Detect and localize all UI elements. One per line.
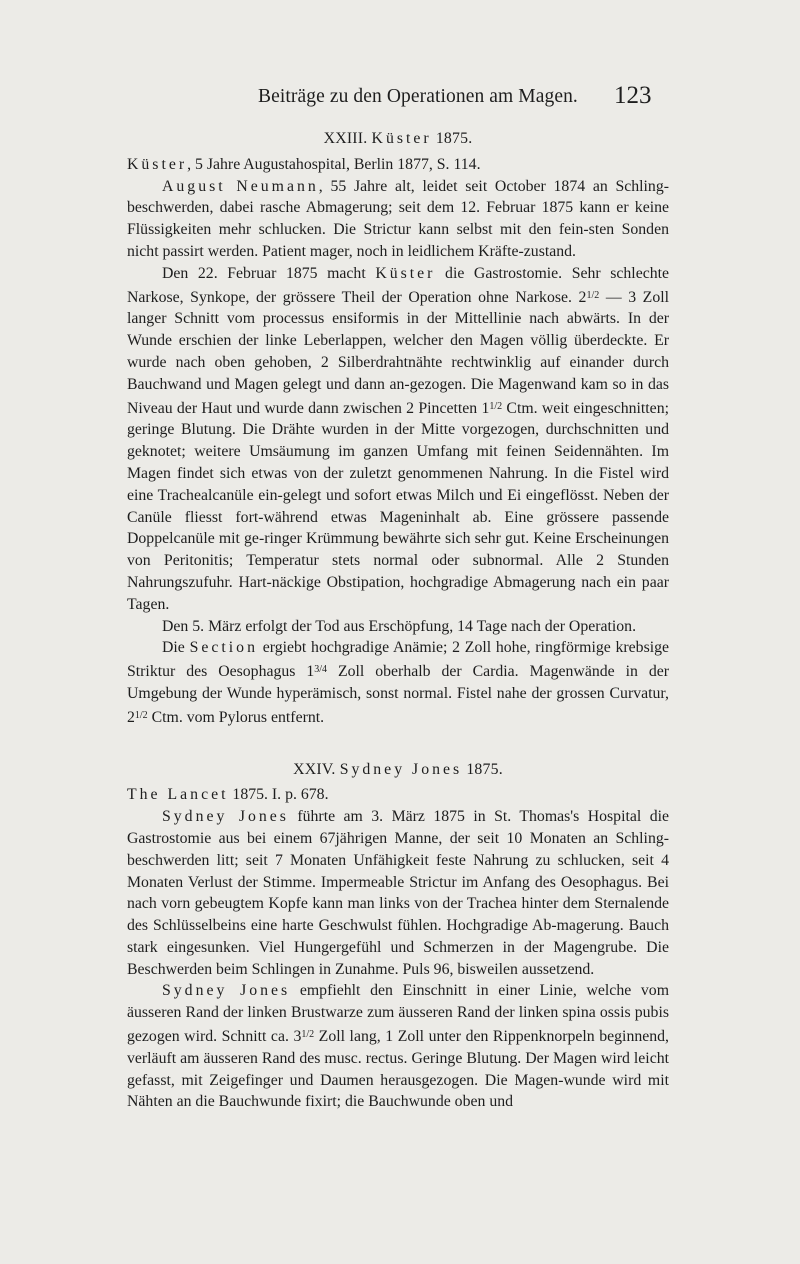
fraction: 3/4: [314, 664, 328, 676]
source-citation: 1875. I. p. 678.: [228, 786, 329, 804]
paragraph-text: Den 22. Februar 1875 macht: [162, 264, 366, 282]
paragraph-text: die Gastrostomie. Sehr schlechte Narkose, Synkope, der grössere Theil der Operation ohne Narkose. 2: [127, 264, 670, 306]
case-author: Sydney Jones: [339, 760, 463, 778]
paragraph-text: Ctm. vom Pylorus entfernt.: [147, 708, 325, 726]
fraction: 1/2: [301, 1029, 315, 1041]
paragraph-text: — 3 Zoll langer Schnitt vom processus ensiformis in der Mittellinie nach abwärts. In der Wunde erschien der linke Leberlappen, welcher den Magen völlig überdeckte. Er wurde nach oben gehoben, 2 Silberdrahtnähte rechtwinklig auf einander durch Bauchwand und Magen gelegt und dann an-gezogen. Die Magenwand kam so in das Niveau der Haut und wurde dann zwischen 2 Pincetten 1: [127, 288, 670, 417]
surgeon-name: Küster: [375, 264, 436, 282]
paragraph: [127, 980, 669, 1113]
paragraph: [127, 176, 669, 263]
source-author: Küster: [127, 155, 188, 173]
paragraph-text: Zoll oberhalb der Cardia. Magenwände in der Umgebung der Wunde hyperämisch, sonst normal. Fistel nahe der grossen Curvatur, 2: [127, 663, 669, 726]
paragraph-text: Die: [162, 639, 185, 657]
case-numeral: XXIII.: [323, 130, 368, 147]
paragraph: [127, 263, 669, 616]
patient-name: August Neumann: [162, 177, 319, 195]
case-author: Küster: [371, 130, 432, 147]
paragraph: Den 5. März erfolgt der Tod aus Erschöpfung, 14 Tage nach der Operation.: [162, 617, 637, 635]
source-journal: The Lancet: [127, 786, 229, 804]
surgeon-name: Sydney Jones: [162, 982, 291, 1000]
case-year: 1875.: [466, 760, 503, 778]
paragraph-text: Ctm. weit eingeschnitten; geringe Blutung. Die Drähte wurden in der Mitte vorgezogen, durchschnitten und geknotet; weitere Umsäumung im ganzen Umfang mit feinen Seidennähten. Im Magen findet sich etwas von der zuletzt genommenen Nahrung. In die Fistel wird eine Trachealcanüle ein-gelegt und sofort etwas Milch und Ei eingeflösst. Neben der Canüle fliesst fort-während etwas Mageninhalt ab. Eine grössere passende Doppelcanüle mit ge-ringer Krümmung bewährte sich sehr gut. Keine Erscheinungen von Peritonitis; Temperatur stets normal oder subnormal. Alle 2 Stunden Nahrungszufuhr. Hart-näckige Obstipation, hochgradige Abmagerung nach ein paar Tagen.: [127, 399, 669, 613]
page-header: [0, 82, 800, 116]
case-year: 1875.: [435, 130, 473, 147]
fraction: 1/2: [134, 709, 148, 721]
page-body: [127, 128, 669, 1113]
section-term: Section: [189, 639, 258, 657]
paragraph-text: , 55 Jahre alt, leidet seit October 1874 an Schling-beschwerden, dabei rasche Abmagerung; seit dem 12. Februar 1875 kann er keine Flüssigkeiten mehr schlucken. Die Strictur kann selbst mit den fein-sten Sonden nicht passirt werden. Patient mager, noch in leidlichem Kräfte-zustand.: [127, 177, 669, 260]
case-heading-24: [127, 759, 669, 781]
page-number: 123: [614, 82, 652, 109]
fraction: 1/2: [586, 289, 600, 301]
paragraph-text: ergiebt hochgradige Anämie; 2 Zoll hohe, ringförmige krebsige Striktur des Oesophagus 1: [127, 639, 670, 681]
source-citation: , 5 Jahre Augustahospital, Berlin 1877, S. 114.: [187, 155, 481, 173]
paragraph: [127, 637, 669, 728]
paragraph-text: Zoll lang, 1 Zoll unter den Rippenknorpeln beginnend, verläuft am äusseren Rand des musc. rectus. Geringe Blutung. Der Magen wird leicht gefasst, mit Zeigefinger und Daumen herausgezogen. Die Magen-wunde wird mit Nähten an die Bauchwunde fixirt; die Bauchwunde oben und: [127, 1028, 670, 1111]
paragraph-text: empfiehlt den Einschnitt in einer Linie, welche vom äusseren Rand der linken Brustwarze zum äusseren Rand der linken spina ossis pubis gezogen wird. Schnitt ca. 3: [127, 982, 669, 1046]
case-source: [127, 154, 669, 176]
running-head: Beiträge zu den Operationen am Magen.: [258, 86, 578, 107]
case-heading-23: [127, 128, 669, 150]
case-source: [127, 784, 669, 806]
case-numeral: XXIV.: [293, 760, 336, 778]
paragraph-text: führte am 3. März 1875 in St. Thomas's Hospital die Gastrostomie aus bei einem 67jährigen Manne, der seit 10 Monaten an Schling-beschwerden litt; seit 7 Monaten Unfähigkeit feste Nahrung zu schlucken, seit 4 Monaten Verlust der Stimme. Impermeable Strictur im Anfang des Oesophagus. Bei nach vorn gebeugtem Kopfe kann man links von der Trachea hinter dem Sternalende des Schlüsselbeins eine harte Geschwulst fühlen. Hochgradige Ab-magerung. Bauch stark eingesunken. Viel Hungergefühl und Schmerzen in der Magengrube. Die Beschwerden beim Schlingen in Zunahme. Puls 96, bisweilen aussetzend.: [127, 808, 669, 978]
paragraph: [127, 806, 669, 980]
surgeon-name: Sydney Jones: [162, 808, 289, 826]
fraction: 1/2: [489, 400, 503, 412]
